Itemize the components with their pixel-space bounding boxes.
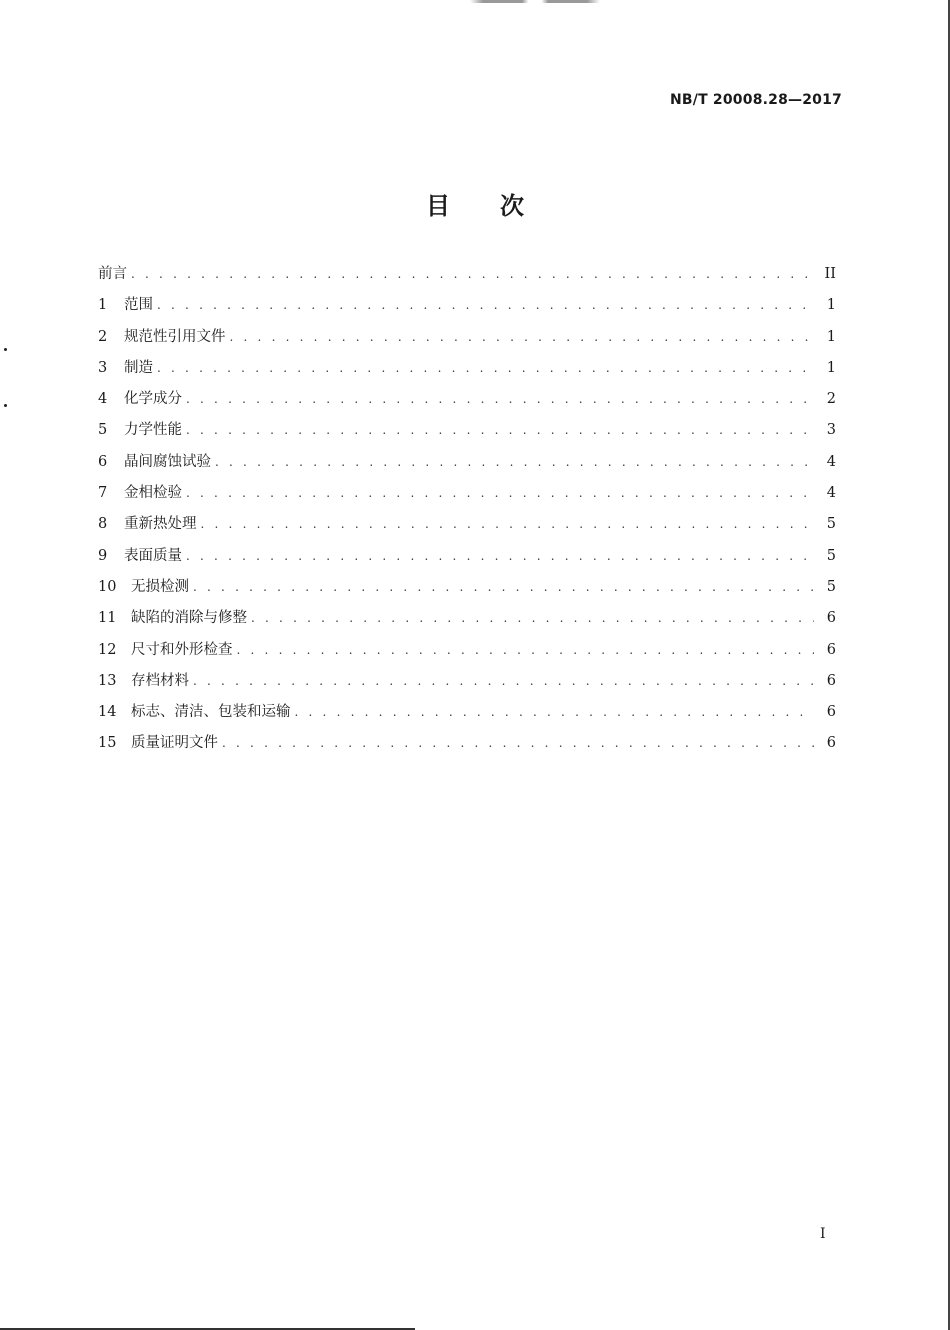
toc-entry-number: 7 <box>98 485 108 502</box>
toc-entry-label: 无损检测 <box>131 578 189 595</box>
toc-entry-page: 1 <box>826 297 836 314</box>
dot-leader <box>215 455 814 469</box>
toc-entry-label: 前言 <box>98 266 127 282</box>
page-number: I <box>820 1226 826 1242</box>
toc-entry-number: 2 <box>98 328 108 345</box>
toc-entry-page: II <box>824 266 836 282</box>
toc-entry-label: 质量证明文件 <box>131 735 218 752</box>
toc-entry-page: 6 <box>826 610 836 627</box>
toc-entry-number: 6 <box>98 453 108 470</box>
dot-leader <box>157 361 814 375</box>
dot-leader <box>251 611 814 625</box>
toc-entry-14[interactable] <box>98 700 836 731</box>
dot-leader <box>131 267 814 281</box>
toc-entry-number: 14 <box>98 704 117 721</box>
toc-entry-12[interactable] <box>98 638 836 669</box>
toc-entry-number: 10 <box>98 578 117 595</box>
scan-edge-top <box>470 0 600 3</box>
toc-entry-label: 重新热处理 <box>124 516 197 533</box>
toc-entry-label: 尺寸和外形检查 <box>131 641 233 658</box>
toc-entry-page: 1 <box>826 328 836 345</box>
dot-leader <box>157 298 814 312</box>
toc-entry-number: 15 <box>98 735 117 752</box>
toc-title-char: 目 <box>426 192 450 220</box>
margin-mark <box>4 404 7 407</box>
toc-entry-label: 存档材料 <box>131 672 189 689</box>
toc-title-char: 次 <box>500 192 524 220</box>
dot-leader <box>222 736 814 750</box>
dot-leader <box>186 486 814 500</box>
toc-entry-label: 表面质量 <box>124 547 182 564</box>
toc-entry-label: 范围 <box>124 297 153 314</box>
toc-entry-page: 1 <box>826 359 836 376</box>
toc-entry-page: 4 <box>826 485 836 502</box>
toc-entry-label: 规范性引用文件 <box>124 328 226 345</box>
toc-entry-8[interactable] <box>98 512 836 543</box>
toc-list <box>98 262 836 763</box>
toc-entry-number: 1 <box>98 297 108 314</box>
dot-leader <box>186 423 814 437</box>
standard-code: NB/T 20008.28—2017 <box>670 92 842 108</box>
dot-leader <box>230 330 815 344</box>
toc-entry-page: 6 <box>826 704 836 721</box>
toc-entry-6[interactable] <box>98 450 836 481</box>
toc-entry-page: 5 <box>826 516 836 533</box>
toc-entry-page: 6 <box>826 641 836 658</box>
toc-entry-label: 制造 <box>124 359 153 376</box>
toc-entry-label: 标志、清洁、包装和运输 <box>131 704 291 721</box>
toc-entry-label: 缺陷的消除与修整 <box>131 610 247 627</box>
toc-entry-page: 3 <box>826 422 836 439</box>
toc-entry-label: 晶间腐蚀试验 <box>124 453 211 470</box>
dot-leader <box>295 705 815 719</box>
toc-entry-foreword[interactable] <box>98 262 836 293</box>
dot-leader <box>193 674 814 688</box>
toc-entry-number: 5 <box>98 422 108 439</box>
toc-entry-13[interactable] <box>98 669 836 700</box>
toc-entry-2[interactable] <box>98 325 836 356</box>
dot-leader <box>186 392 814 406</box>
toc-entry-3[interactable] <box>98 356 836 387</box>
toc-entry-label: 化学成分 <box>124 391 182 408</box>
toc-entry-label: 金相检验 <box>124 485 182 502</box>
toc-entry-7[interactable] <box>98 481 836 512</box>
toc-entry-10[interactable] <box>98 575 836 606</box>
toc-title <box>0 186 950 221</box>
toc-entry-page: 2 <box>826 391 836 408</box>
toc-entry-label: 力学性能 <box>124 422 182 439</box>
dot-leader <box>186 549 814 563</box>
toc-entry-number: 3 <box>98 359 108 376</box>
toc-entry-5[interactable] <box>98 418 836 449</box>
toc-entry-number: 13 <box>98 672 117 689</box>
toc-entry-number: 8 <box>98 516 108 533</box>
toc-entry-page: 6 <box>826 672 836 689</box>
toc-entry-page: 5 <box>826 547 836 564</box>
toc-entry-page: 4 <box>826 453 836 470</box>
dot-leader <box>193 580 814 594</box>
toc-entry-15[interactable] <box>98 731 836 762</box>
margin-mark <box>4 348 7 351</box>
toc-entry-page: 6 <box>826 735 836 752</box>
toc-entry-11[interactable] <box>98 606 836 637</box>
toc-entry-number: 12 <box>98 641 117 658</box>
toc-entry-number: 11 <box>98 610 117 627</box>
toc-entry-4[interactable] <box>98 387 836 418</box>
toc-entry-9[interactable] <box>98 544 836 575</box>
toc-entry-1[interactable] <box>98 293 836 324</box>
dot-leader <box>237 643 815 657</box>
toc-entry-page: 5 <box>826 578 836 595</box>
toc-entry-number: 9 <box>98 547 108 564</box>
dot-leader <box>201 517 815 531</box>
toc-entry-number: 4 <box>98 391 108 408</box>
